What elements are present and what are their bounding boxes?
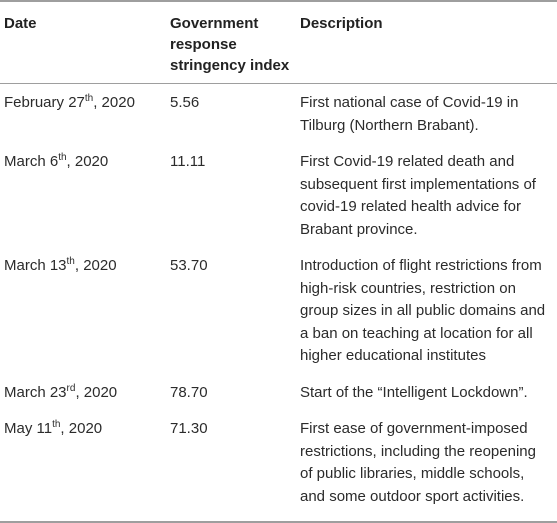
table-row xyxy=(0,410,557,522)
table-row xyxy=(0,84,557,144)
date-ordinal: th xyxy=(58,152,67,163)
date-cell xyxy=(0,374,166,411)
description-cell: First national case of Covid-19 in Tilburg (Northern Brabant). xyxy=(300,94,519,134)
date-text: March 13 xyxy=(4,257,67,274)
description-cell: Introduction of flight restrictions from high-risk countries, restriction on group sizes in all public domains and a ban on teaching at location for all higher educational institutes xyxy=(300,257,546,364)
index-cell: 11.11 xyxy=(170,153,206,170)
date-text: March 23 xyxy=(4,383,67,401)
index-cell: 53.70 xyxy=(170,257,208,274)
date-text: May 11 xyxy=(4,420,53,437)
date-cell xyxy=(0,84,166,144)
date-ordinal: th xyxy=(84,93,94,104)
description-cell: Start of the “Intelligent Lockdown”. xyxy=(300,383,528,401)
date-text: March 6 xyxy=(4,153,59,170)
table-row xyxy=(0,247,557,374)
date-year: , 2020 xyxy=(66,153,109,170)
index-cell: 5.56 xyxy=(170,94,200,111)
table-row xyxy=(0,143,557,247)
date-year: , 2020 xyxy=(60,420,103,437)
header-row xyxy=(0,1,557,84)
date-ordinal: th xyxy=(52,419,61,430)
index-cell: 71.30 xyxy=(166,410,296,522)
date-cell xyxy=(0,143,166,247)
description-cell: First Covid-19 related death and subsequent first implementations of covid-19 related health advice for Brabant province. xyxy=(300,153,536,238)
date-ordinal: rd xyxy=(66,382,76,394)
description-cell: First ease of government-imposed restrictions, including the reopening of public libraries, middle schools, and some outdoor sport activities. xyxy=(296,410,557,522)
date-cell xyxy=(0,410,166,522)
date-text: February 27 xyxy=(4,94,85,111)
date-ordinal: th xyxy=(66,256,75,267)
date-year: , 2020 xyxy=(75,383,118,401)
date-cell xyxy=(0,247,166,374)
date-year: , 2020 xyxy=(93,94,135,111)
header-date: Date xyxy=(0,1,166,84)
table-row xyxy=(0,374,557,411)
header-index: Government response stringency index xyxy=(166,1,296,84)
index-cell: 78.70 xyxy=(170,383,208,401)
header-description: Description xyxy=(296,1,557,84)
date-year: , 2020 xyxy=(74,257,117,274)
